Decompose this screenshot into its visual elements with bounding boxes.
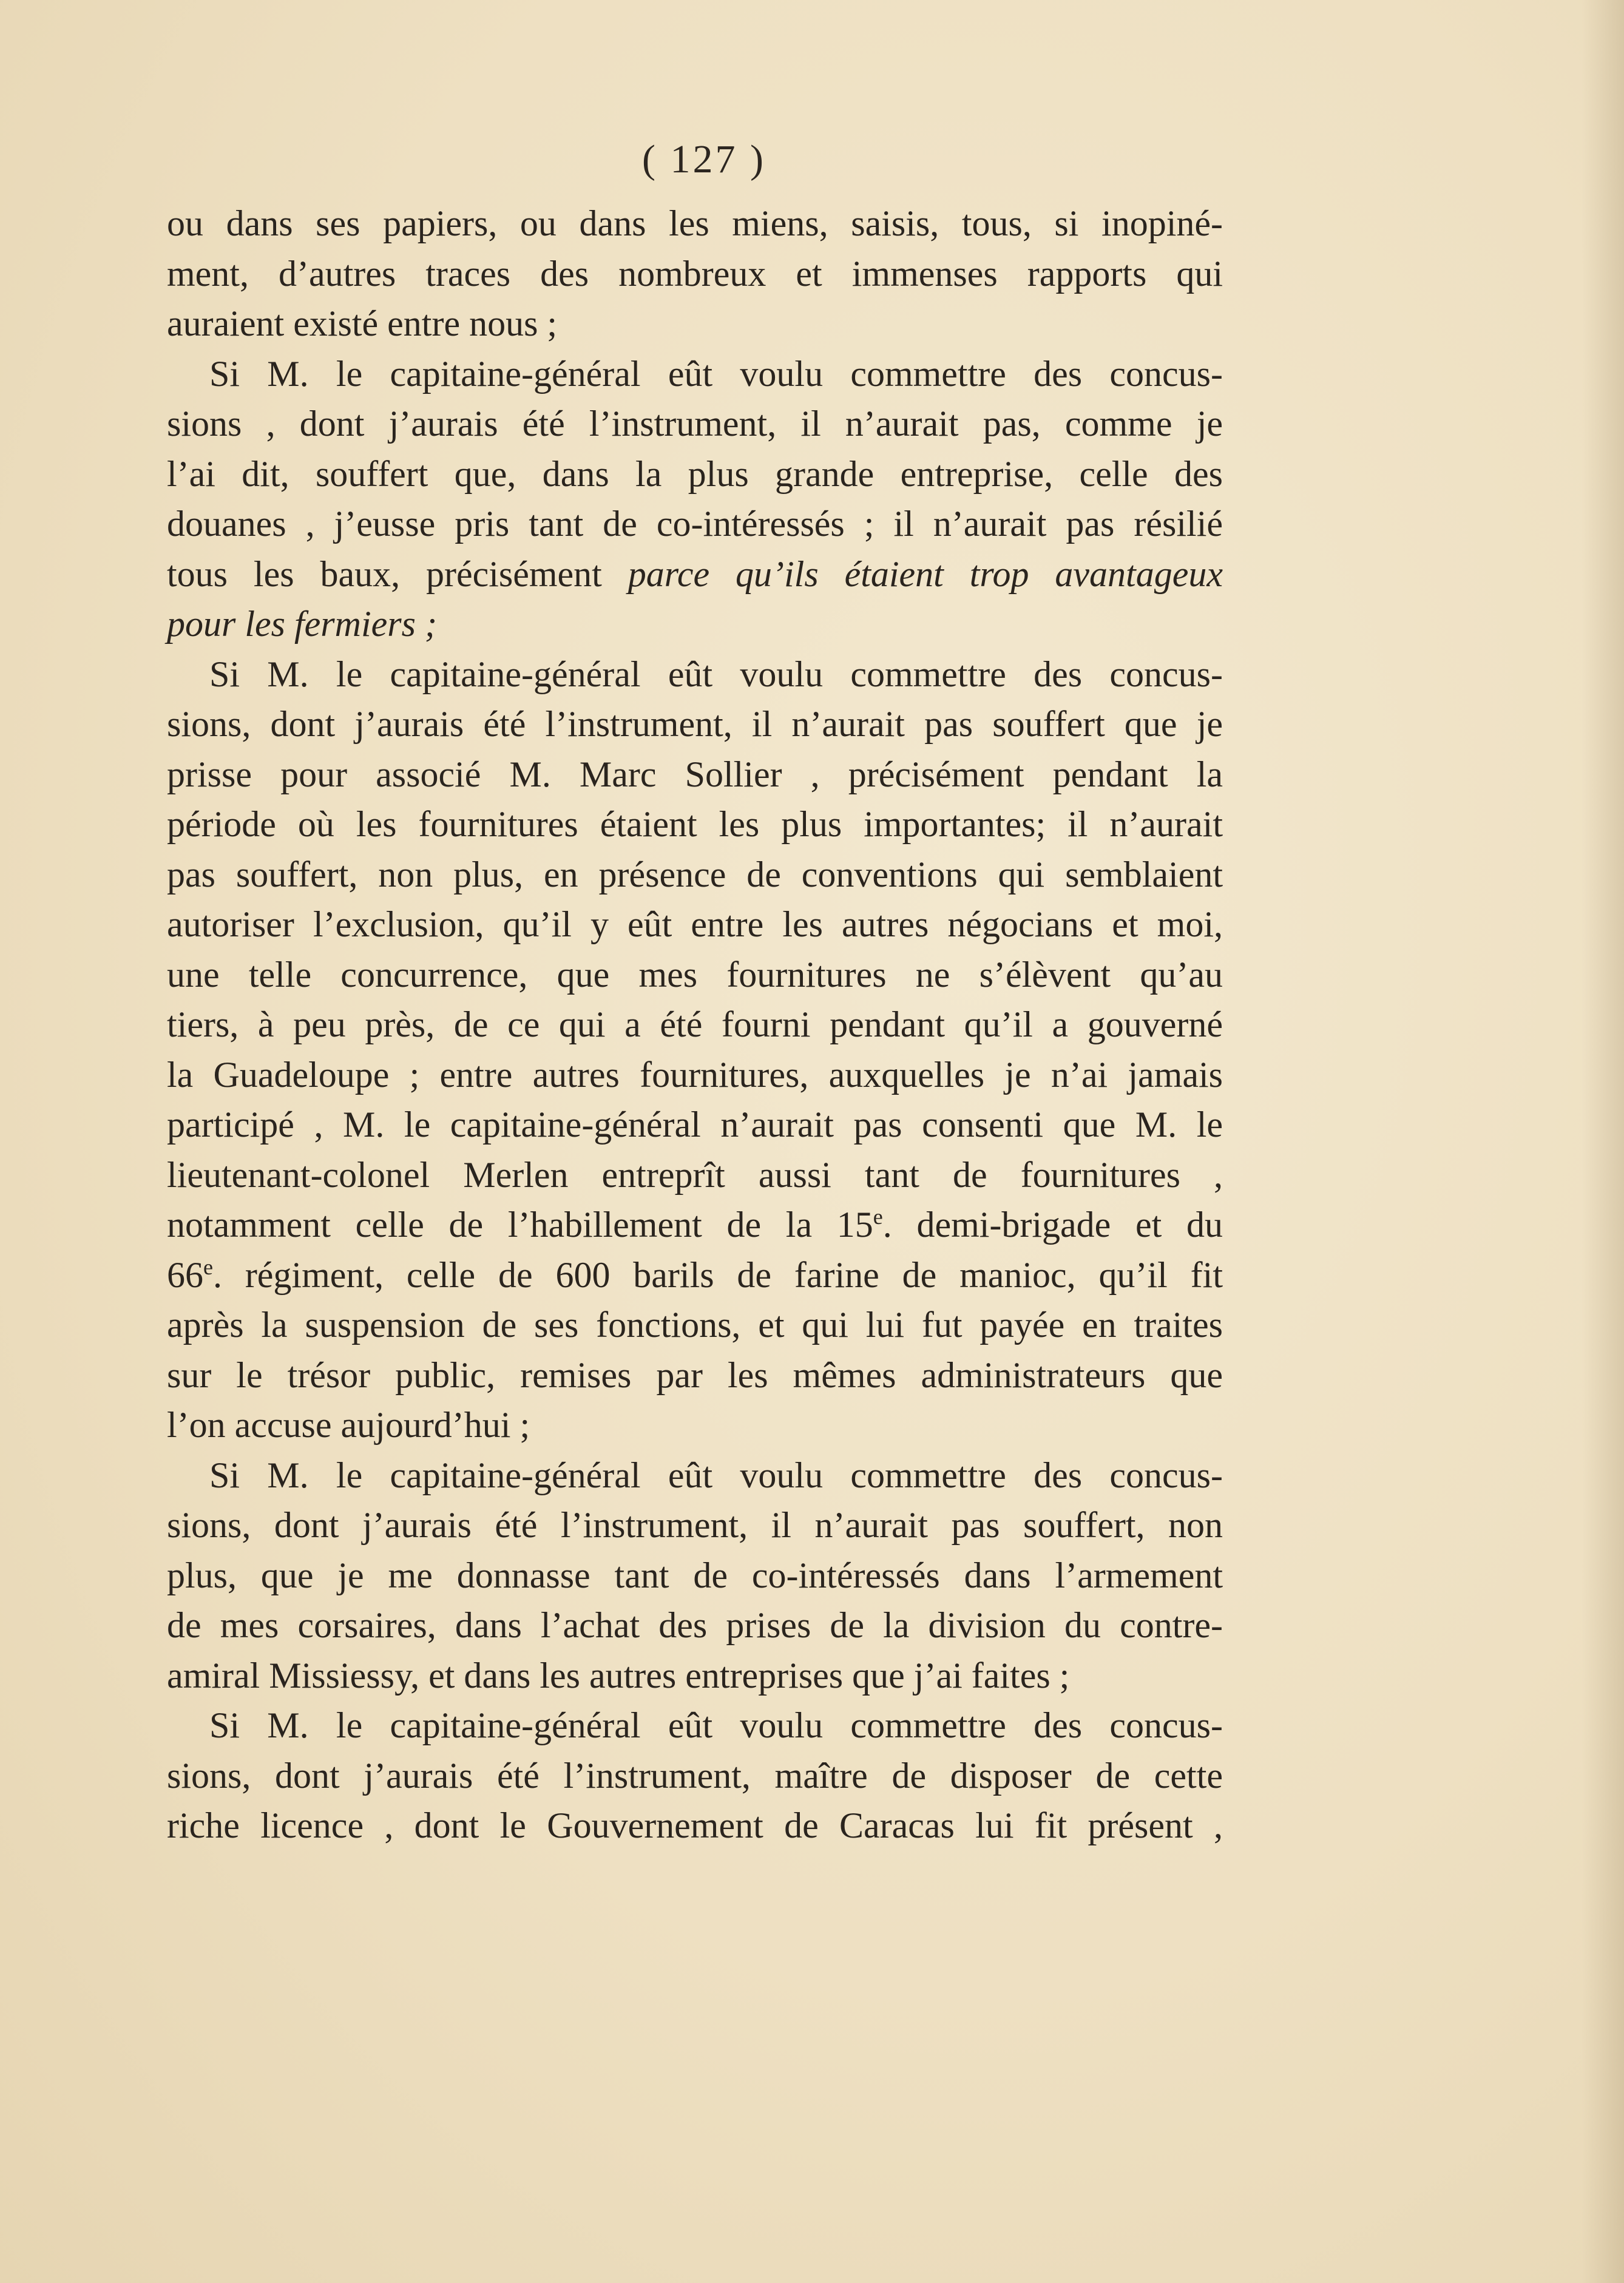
text-line-9 — [167, 599, 1223, 649]
text-line-8-italic: parce qu’ils étaient trop avantageux — [628, 553, 1223, 594]
text-line-32: sions, dont j’aurais été l’instrument, maître de disposer de cette — [167, 1755, 1223, 1796]
text-line-21 — [167, 1200, 1223, 1250]
text-line-22 — [167, 1250, 1223, 1300]
text-line-6: l’ai dit, souffert que, dans la plus grande entreprise, celle des — [167, 453, 1223, 494]
text-line-20: lieutenant-colonel Merlen entreprît aussi tant de fournitures , — [167, 1154, 1223, 1195]
text-line-11: sions, dont j’aurais été l’instrument, il n’aurait pas souffert que je — [167, 704, 1223, 744]
text-line-3: auraient existé entre nous ; — [167, 303, 558, 343]
text-line-9-italic: pour les fermiers ; — [167, 604, 437, 644]
text-line-23: après la suspension de ses fonctions, et qui lui fut payée en traites — [167, 1305, 1223, 1345]
text-line-21-pre: notamment celle de l’habillement de la 15 — [167, 1205, 873, 1245]
text-line-7: douanes , j’eusse pris tant de co-intéressés ; il n’aurait pas résilié — [167, 504, 1223, 544]
text-line-1: ou dans ses papiers, ou dans les miens, saisis, tous, si inopiné- — [167, 203, 1223, 243]
text-line-22-post: . régiment, celle de 600 barils de farine de manioc, qu’il fit — [212, 1254, 1223, 1295]
body-text — [167, 198, 1223, 1851]
text-line-28: plus, que je me donnasse tant de co-intéressés dans l’armement — [167, 1555, 1223, 1595]
text-line-13: période où les fournitures étaient les plus importantes; il n’aurait — [167, 804, 1223, 844]
text-line-8 — [167, 549, 1223, 600]
text-line-5: sions , dont j’aurais été l’instrument, il n’aurait pas, comme je — [167, 404, 1223, 444]
text-line-25: l’on accuse aujourd’hui ; — [167, 1405, 530, 1445]
page-number: ( 127 ) — [642, 137, 766, 181]
page-edge-shadow — [1582, 0, 1624, 2283]
text-line-16: une telle concurrence, que mes fournitures ne s’élèvent qu’au — [167, 954, 1223, 995]
text-line-8-roman: tous les baux, précisément — [167, 553, 628, 594]
text-line-26: Si M. le capitaine-général eût voulu commettre des concus- — [209, 1455, 1223, 1495]
text-line-4: Si M. le capitaine-général eût voulu commettre des concus- — [209, 353, 1223, 394]
text-line-27: sions, dont j’aurais été l’instrument, il n’aurait pas souffert, non — [167, 1505, 1223, 1545]
text-line-14: pas souffert, non plus, en présence de conventions qui semblaient — [167, 854, 1223, 895]
text-line-21-post: . demi-brigade et du — [882, 1205, 1223, 1245]
text-line-18: la Guadeloupe ; entre autres fournitures, auxquelles je n’ai jamais — [167, 1054, 1223, 1095]
text-line-30: amiral Missiessy, et dans les autres entreprises que j’ai faites ; — [167, 1655, 1070, 1696]
text-line-17: tiers, à peu près, de ce qui a été fourni pendant qu’il a gouverné — [167, 1004, 1223, 1044]
text-line-10: Si M. le capitaine-général eût voulu commettre des concus- — [209, 654, 1223, 694]
text-line-2: ment, d’autres traces des nombreux et immenses rapports qui — [167, 253, 1223, 294]
text-line-19: participé , M. le capitaine-général n’aurait pas consenti que M. le — [167, 1104, 1223, 1145]
text-line-29: de mes corsaires, dans l’achat des prises de la division du contre- — [167, 1605, 1223, 1645]
text-line-24: sur le trésor public, remises par les mêmes administrateurs que — [167, 1355, 1223, 1395]
text-line-12: prisse pour associé M. Marc Sollier , précisément pendant la — [167, 754, 1223, 794]
text-line-22-pre: 66 — [167, 1254, 203, 1295]
text-line-21-superscript: e — [873, 1205, 883, 1229]
text-line-22-superscript: e — [203, 1254, 213, 1279]
text-line-31: Si M. le capitaine-général eût voulu commettre des concus- — [209, 1705, 1223, 1745]
text-line-33: riche licence , dont le Gouvernement de Caracas lui fit présent , — [167, 1805, 1223, 1845]
text-line-15: autoriser l’exclusion, qu’il y eût entre les autres négocians et moi, — [167, 904, 1223, 944]
